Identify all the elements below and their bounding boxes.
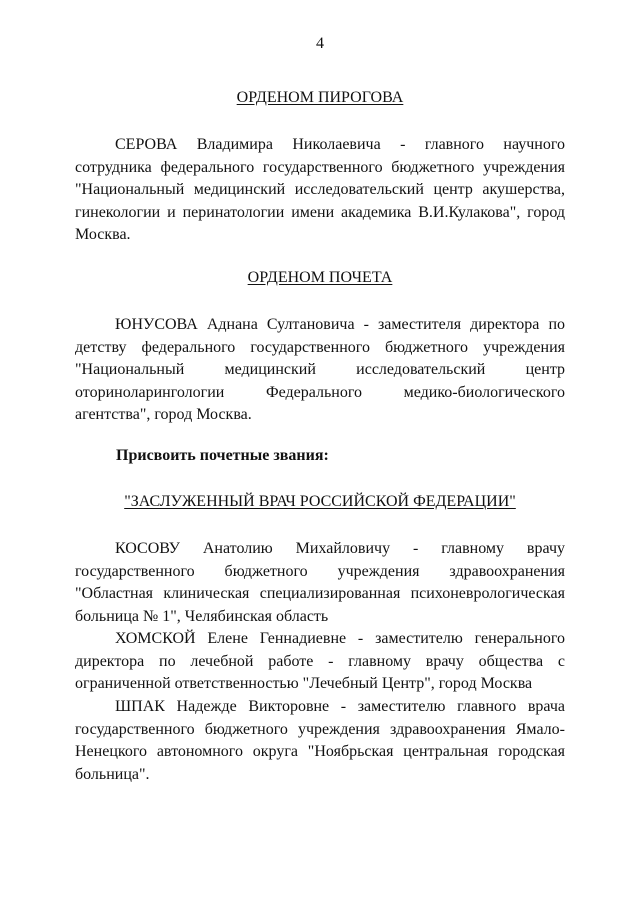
award-paragraph-shpak: ШПАК Надежде Викторовне - заместителю главного врача государственного бюджетного учреждения здравоохранения Ямало-Ненецкого автономного округа "Ноябрьская центральная городская больница". [75, 698, 565, 783]
section-heading-pirogov-order: ОРДЕНОМ ПИРОГОВА [236, 89, 404, 106]
page-number: 4 [316, 35, 324, 52]
award-paragraph-kosov: КОСОВУ Анатолию Михайловичу - главному врачу государственного бюджетного учреждения здравоохранения "Областная клиническая специализированная психоневрологическая больница № 1", Челябинская область [75, 540, 565, 625]
section-heading-honor-order: ОРДЕНОМ ПОЧЕТА [247, 269, 393, 286]
honor-title-heading: "ЗАСЛУЖЕННЫЙ ВРАЧ РОССИЙСКОЙ ФЕДЕРАЦИИ" [124, 493, 516, 510]
award-paragraph-yunusov: ЮНУСОВА Аднана Султановича - заместителя директора по детству федерального государственного бюджетного учреждения "Национальный медицинский исследовательский центр оториноларингологии Федерального медико-биологического агентства", город Москва. [75, 316, 565, 423]
award-paragraph-khomskaya: ХОМСКОЙ Елене Геннадиевне - заместителю генерального директора по лечебной работе - главному врачу общества с ограниченной ответственностью "Лечебный Центр", город Москва [75, 630, 565, 692]
assign-titles-heading: Присвоить почетные звания: [116, 447, 329, 464]
award-paragraph-serov: СЕРОВА Владимира Николаевича - главного научного сотрудника федерального государственного бюджетного учреждения "Национальный медицинский исследовательский центр акушерства, гинекологии и перинатологии имени академика В.И.Кулакова", город Москва. [75, 136, 565, 243]
